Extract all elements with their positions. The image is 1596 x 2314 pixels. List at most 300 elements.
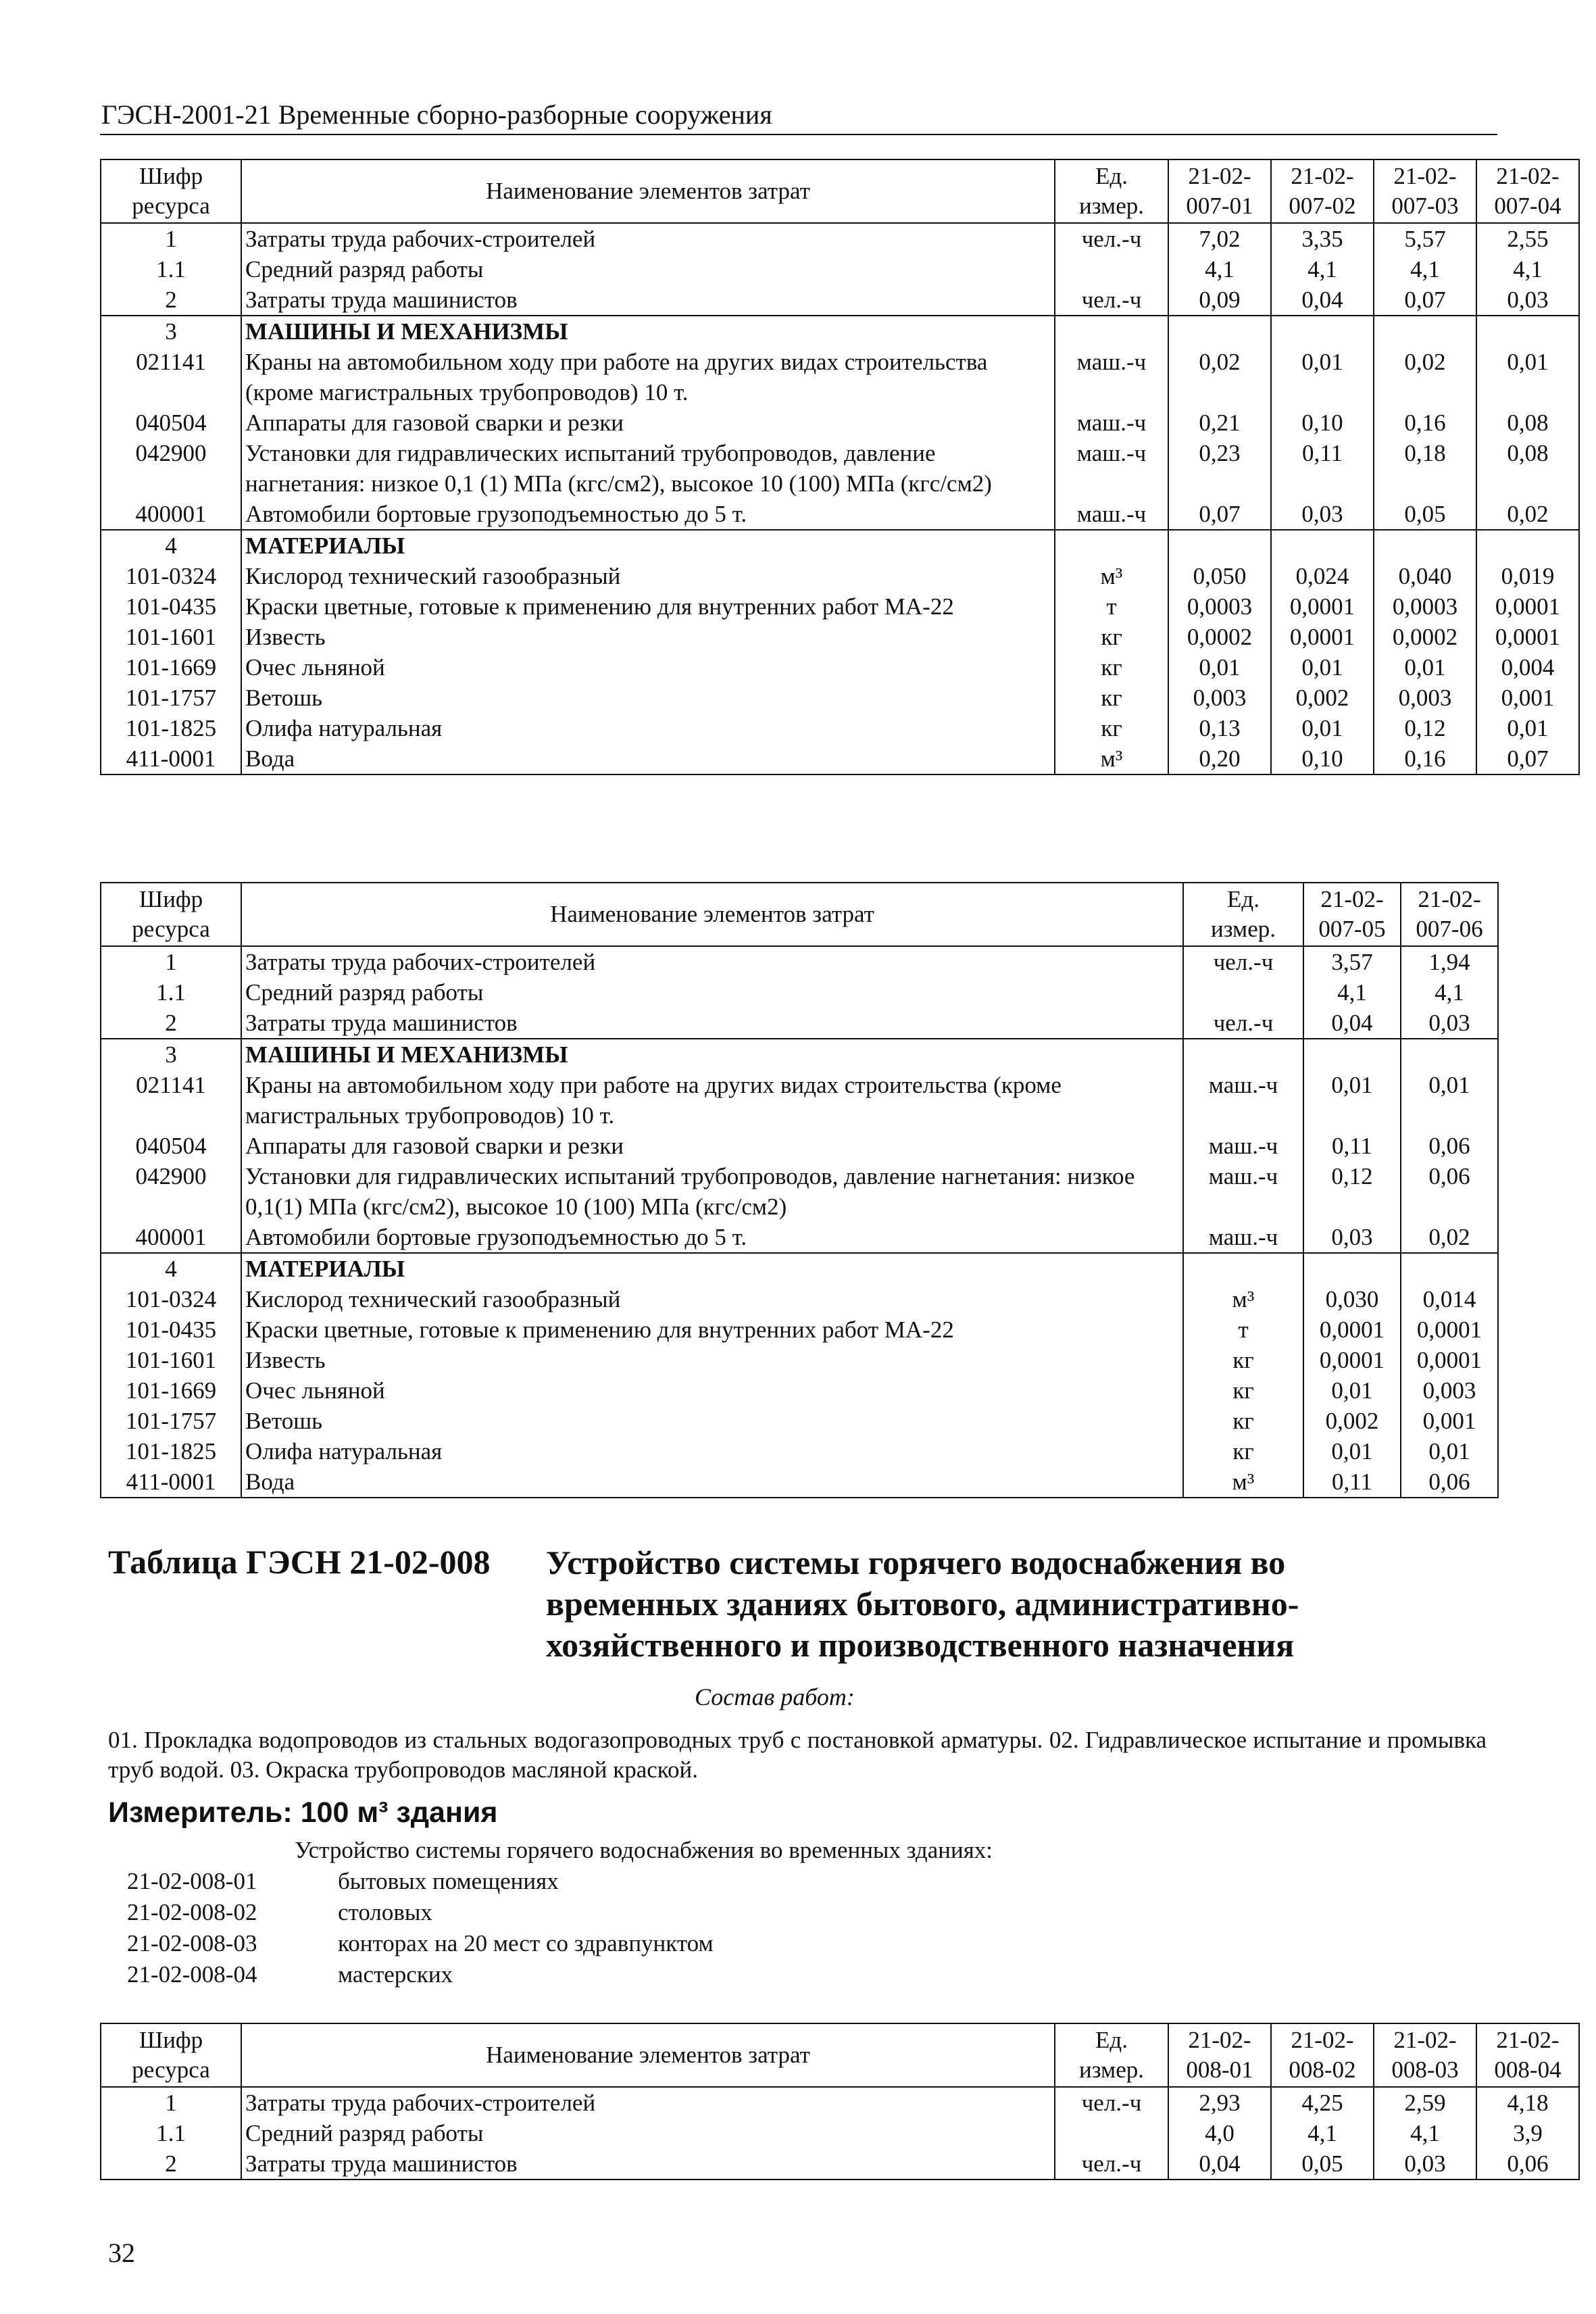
resource-code: 1 <box>101 223 241 254</box>
norm-value: 0,0001 <box>1401 1345 1498 1375</box>
table-row <box>101 1222 1498 1253</box>
cost-element-name: Краны на автомобильном ходу при работе на других видах строительства (кроме магистральных трубопроводов) 10 т. <box>241 1070 1183 1131</box>
table-row <box>101 254 1579 285</box>
header-resource-code-line: ресурса <box>132 916 210 942</box>
unit: кг <box>1055 622 1168 652</box>
norm-value: 4,1 <box>1476 254 1579 285</box>
unit <box>1055 254 1168 285</box>
table-row <box>101 1436 1498 1467</box>
norm-value: 0,0001 <box>1476 622 1579 652</box>
resource-code: 042900 <box>101 1161 241 1222</box>
section-title: МАТЕРИАЛЫ <box>241 530 1055 561</box>
cost-element-name: Установки для гидравлических испытаний трубопроводов, давление нагнетания: низкое 0,1(1) МПа (кгс/см2), высокое 10 (100) МПа (кгс/см2) <box>241 1161 1183 1222</box>
resource-code: 101-0324 <box>101 1284 241 1314</box>
table-row <box>101 683 1579 713</box>
resource-table-007-05-06 <box>100 882 1499 1498</box>
unit <box>1055 316 1168 347</box>
table-header-row <box>101 159 1579 223</box>
unit: м³ <box>1183 1467 1303 1498</box>
table-row <box>101 408 1579 438</box>
norm-value: 0,024 <box>1271 561 1374 591</box>
cost-element-name: Известь <box>241 1345 1183 1375</box>
norm-value: 0,12 <box>1303 1161 1401 1222</box>
cost-element-name: Ветошь <box>241 683 1055 713</box>
norm-value: 2,55 <box>1476 223 1579 254</box>
resource-table-007-01-04 <box>100 159 1580 775</box>
header-unit-line: измер. <box>1079 2057 1144 2083</box>
norm-value: 0,02 <box>1168 347 1271 408</box>
norm-value: 3,57 <box>1303 946 1401 977</box>
table-row <box>101 1345 1498 1375</box>
resource-code: 101-1601 <box>101 622 241 652</box>
table-row <box>101 977 1498 1008</box>
header-norm-code-line: 21-02- <box>1393 163 1457 189</box>
unit: кг <box>1055 652 1168 683</box>
variant-text: бытовых помещениях <box>338 1868 559 1894</box>
norm-value: 0,04 <box>1303 1008 1401 1039</box>
norm-value: 0,004 <box>1476 652 1579 683</box>
resource-code: 411-0001 <box>101 743 241 774</box>
norm-value: 0,0002 <box>1168 622 1271 652</box>
unit <box>1055 2118 1168 2148</box>
norm-value: 0,050 <box>1168 561 1271 591</box>
variant-text: мастерских <box>338 1961 453 1988</box>
unit: м³ <box>1183 1284 1303 1314</box>
header-resource-code-line: Шифр <box>139 2027 203 2053</box>
norm-value: 0,07 <box>1476 743 1579 774</box>
cost-element-name: Затраты труда рабочих-строителей <box>241 946 1183 977</box>
table-row <box>101 2148 1579 2180</box>
cost-element-name: Автомобили бортовые грузоподъемностью до 5 т. <box>241 499 1055 530</box>
norm-value: 7,02 <box>1168 223 1271 254</box>
norm-value: 0,002 <box>1303 1406 1401 1436</box>
norm-value: 0,04 <box>1271 285 1374 316</box>
work-composition-heading: Состав работ: <box>695 1683 855 1710</box>
resource-code: 101-1669 <box>101 1375 241 1406</box>
resource-code: 101-1825 <box>101 713 241 743</box>
resource-code: 1 <box>101 2087 241 2118</box>
table-title: Устройство системы горячего водоснабжения во временных зданиях бытового, административно-хозяйственного и производственного назначения <box>546 1544 1299 1664</box>
norm-value <box>1374 530 1476 561</box>
variant-code: 21-02-008-01 <box>127 1868 257 1894</box>
resource-code: 040504 <box>101 408 241 438</box>
header-norm-code-line: 21-02- <box>1188 2027 1251 2053</box>
variant-item <box>127 1868 559 1895</box>
norm-value: 0,0001 <box>1271 591 1374 622</box>
unit: маш.-ч <box>1183 1070 1303 1131</box>
resource-code: 040504 <box>101 1131 241 1161</box>
norm-value: 0,16 <box>1374 743 1476 774</box>
table-row <box>101 223 1579 254</box>
norm-value: 2,59 <box>1374 2087 1476 2118</box>
cost-element-name: Средний разряд работы <box>241 2118 1055 2148</box>
resource-code: 411-0001 <box>101 1467 241 1498</box>
norm-value: 0,05 <box>1374 499 1476 530</box>
resource-code: 101-1825 <box>101 1436 241 1467</box>
header-norm-code <box>1168 2023 1271 2087</box>
header-norm-code <box>1271 159 1374 223</box>
resource-code: 2 <box>101 285 241 316</box>
resource-code: 101-0324 <box>101 561 241 591</box>
header-norm-code-line: 21-02- <box>1320 886 1384 912</box>
norm-value: 4,1 <box>1271 2118 1374 2148</box>
norm-value: 0,001 <box>1401 1406 1498 1436</box>
resource-code: 101-1757 <box>101 683 241 713</box>
header-cost-element-name: Наименование элементов затрат <box>241 159 1055 223</box>
cost-element-name: Затраты труда машинистов <box>241 285 1055 316</box>
norm-value: 0,04 <box>1168 2148 1271 2180</box>
resource-code: 042900 <box>101 438 241 499</box>
resource-code: 101-1601 <box>101 1345 241 1375</box>
unit <box>1183 977 1303 1008</box>
header-unit-line: Ед. <box>1227 886 1260 912</box>
unit: кг <box>1183 1375 1303 1406</box>
measurement-unit: Измеритель: 100 м³ здания <box>108 1796 498 1829</box>
table-header-row <box>101 2023 1579 2087</box>
norm-value: 0,03 <box>1303 1222 1401 1253</box>
cost-element-name: Затраты труда машинистов <box>241 2148 1055 2180</box>
norm-value: 0,019 <box>1476 561 1579 591</box>
norm-value: 0,16 <box>1374 408 1476 438</box>
norm-value: 0,08 <box>1476 408 1579 438</box>
resource-code: 1.1 <box>101 2118 241 2148</box>
header-norm-code <box>1168 159 1271 223</box>
table-row <box>101 438 1579 499</box>
unit: маш.-ч <box>1183 1161 1303 1222</box>
norm-value: 0,13 <box>1168 713 1271 743</box>
table-row <box>101 743 1579 774</box>
header-norm-code-line: 21-02- <box>1291 2027 1354 2053</box>
norm-value: 0,02 <box>1374 347 1476 408</box>
table-row <box>101 499 1579 530</box>
resource-table-008-01-04 <box>100 2023 1580 2180</box>
table-row <box>101 1467 1498 1498</box>
cost-element-name: Олифа натуральная <box>241 713 1055 743</box>
resource-code: 101-0435 <box>101 1314 241 1345</box>
norm-value: 0,030 <box>1303 1284 1401 1314</box>
table-row <box>101 622 1579 652</box>
section-title: МАШИНЫ И МЕХАНИЗМЫ <box>241 1039 1183 1070</box>
resource-code: 1.1 <box>101 254 241 285</box>
unit: т <box>1183 1314 1303 1345</box>
unit <box>1183 1253 1303 1284</box>
unit: чел.-ч <box>1055 285 1168 316</box>
norm-value: 0,02 <box>1476 499 1579 530</box>
norm-value: 0,21 <box>1168 408 1271 438</box>
norm-value: 0,18 <box>1374 438 1476 499</box>
header-norm-code-line: 007-03 <box>1391 193 1459 219</box>
unit <box>1055 530 1168 561</box>
norm-value: 0,01 <box>1401 1070 1498 1131</box>
norm-value: 0,0003 <box>1168 591 1271 622</box>
header-resource-code-line: Шифр <box>139 886 203 912</box>
section-title: МАШИНЫ И МЕХАНИЗМЫ <box>241 316 1055 347</box>
table-row <box>101 1406 1498 1436</box>
resource-code: 3 <box>101 1039 241 1070</box>
norm-value <box>1303 1253 1401 1284</box>
norm-value: 0,02 <box>1401 1222 1498 1253</box>
cost-element-name: Краски цветные, готовые к применению для внутренних работ МА-22 <box>241 591 1055 622</box>
cost-element-name: Установки для гидравлических испытаний трубопроводов, давление нагнетания: низкое 0,1 (1) МПа (кгс/см2), высокое 10 (100) МПа (кгс/см2) <box>241 438 1055 499</box>
norm-value: 0,03 <box>1374 2148 1476 2180</box>
header-cost-element-name: Наименование элементов затрат <box>241 2023 1055 2087</box>
norm-value: 0,01 <box>1303 1070 1401 1131</box>
header-unit-line: Ед. <box>1095 2027 1128 2053</box>
variant-text: конторах на 20 мест со здравпунктом <box>338 1930 714 1956</box>
unit: маш.-ч <box>1055 408 1168 438</box>
resource-code: 021141 <box>101 1070 241 1131</box>
unit: чел.-ч <box>1055 223 1168 254</box>
table-label: Таблица ГЭСН 21-02-008 <box>108 1543 491 1581</box>
resource-code: 101-0435 <box>101 591 241 622</box>
cost-element-name: Кислород технический газообразный <box>241 1284 1183 1314</box>
header-norm-code-line: 008-04 <box>1494 2057 1562 2083</box>
resource-code: 1 <box>101 946 241 977</box>
resource-code: 400001 <box>101 1222 241 1253</box>
norm-value <box>1271 530 1374 561</box>
norm-value: 0,07 <box>1374 285 1476 316</box>
table-header-row <box>101 883 1498 946</box>
table-row <box>101 347 1579 408</box>
norm-value <box>1271 316 1374 347</box>
norm-value: 0,0001 <box>1271 622 1374 652</box>
norm-value: 0,001 <box>1476 683 1579 713</box>
norm-value: 0,0003 <box>1374 591 1476 622</box>
cost-element-name: Известь <box>241 622 1055 652</box>
norm-value: 0,01 <box>1271 713 1374 743</box>
cost-element-name: Затраты труда рабочих-строителей <box>241 2087 1055 2118</box>
variants-intro: Устройство системы горячего водоснабжения во временных зданиях: <box>295 1837 993 1863</box>
header-norm-code <box>1401 883 1498 946</box>
variant-item <box>127 1961 453 1988</box>
resource-code: 101-1669 <box>101 652 241 683</box>
norm-value <box>1168 316 1271 347</box>
resource-code: 021141 <box>101 347 241 408</box>
unit: чел.-ч <box>1183 1008 1303 1039</box>
table-row <box>101 652 1579 683</box>
cost-element-name: Средний разряд работы <box>241 977 1183 1008</box>
variant-code: 21-02-008-03 <box>127 1930 257 1956</box>
norm-value <box>1374 316 1476 347</box>
norm-value: 0,03 <box>1401 1008 1498 1039</box>
norm-value: 0,06 <box>1476 2148 1579 2180</box>
cost-element-name: Олифа натуральная <box>241 1436 1183 1467</box>
norm-value: 5,57 <box>1374 223 1476 254</box>
table-row <box>101 1131 1498 1161</box>
table-row <box>101 2087 1579 2118</box>
table-row <box>101 1161 1498 1222</box>
resource-code: 2 <box>101 1008 241 1039</box>
norm-value: 0,10 <box>1271 408 1374 438</box>
norm-value: 0,06 <box>1401 1467 1498 1498</box>
resource-code: 400001 <box>101 499 241 530</box>
norm-value: 0,12 <box>1374 713 1476 743</box>
norm-value: 4,1 <box>1271 254 1374 285</box>
norm-value: 0,0001 <box>1476 591 1579 622</box>
page-number: 32 <box>108 2238 135 2268</box>
norm-value: 0,014 <box>1401 1284 1498 1314</box>
unit: кг <box>1183 1406 1303 1436</box>
unit <box>1183 1039 1303 1070</box>
header-norm-code <box>1374 2023 1476 2087</box>
norm-value: 0,0001 <box>1401 1314 1498 1345</box>
cost-element-name: Затраты труда рабочих-строителей <box>241 223 1055 254</box>
norm-value: 0,01 <box>1271 347 1374 408</box>
norm-value: 0,03 <box>1271 499 1374 530</box>
header-norm-code-line: 21-02- <box>1393 2027 1457 2053</box>
norm-value: 0,06 <box>1401 1131 1498 1161</box>
cost-element-name: Автомобили бортовые грузоподъемностью до 5 т. <box>241 1222 1183 1253</box>
norm-value: 0,01 <box>1168 652 1271 683</box>
cost-element-name: Затраты труда машинистов <box>241 1008 1183 1039</box>
unit: маш.-ч <box>1055 347 1168 408</box>
cost-element-name: Вода <box>241 743 1055 774</box>
header-resource-code-line: ресурса <box>132 2057 210 2083</box>
unit: маш.-ч <box>1183 1222 1303 1253</box>
table-row <box>101 2118 1579 2148</box>
norm-value: 4,1 <box>1401 977 1498 1008</box>
header-norm-code-line: 008-03 <box>1391 2057 1459 2083</box>
norm-value: 4,0 <box>1168 2118 1271 2148</box>
norm-value: 4,1 <box>1168 254 1271 285</box>
norm-value: 0,003 <box>1374 683 1476 713</box>
norm-value: 4,1 <box>1374 2118 1476 2148</box>
norm-value: 0,002 <box>1271 683 1374 713</box>
table-row <box>101 591 1579 622</box>
header-norm-code <box>1476 159 1579 223</box>
variant-text: столовых <box>338 1899 432 1925</box>
norm-value: 4,1 <box>1374 254 1476 285</box>
table-row <box>101 1284 1498 1314</box>
unit: м³ <box>1055 743 1168 774</box>
header-resource-code-line: Шифр <box>139 163 203 189</box>
norm-value: 0,01 <box>1476 713 1579 743</box>
variant-code: 21-02-008-02 <box>127 1899 257 1925</box>
header-rule <box>100 134 1497 135</box>
table-row <box>101 1008 1498 1039</box>
norm-value: 0,09 <box>1168 285 1271 316</box>
cost-element-name: Ветошь <box>241 1406 1183 1436</box>
norm-value: 1,94 <box>1401 946 1498 977</box>
cost-element-name: Средний разряд работы <box>241 254 1055 285</box>
header-norm-code-line: 21-02- <box>1291 163 1354 189</box>
variant-code: 21-02-008-04 <box>127 1961 257 1988</box>
header-unit-line: Ед. <box>1095 163 1128 189</box>
cost-element-name: Аппараты для газовой сварки и резки <box>241 408 1055 438</box>
resource-code: 2 <box>101 2148 241 2180</box>
norm-value: 0,0002 <box>1374 622 1476 652</box>
work-composition-text: 01. Прокладка водопроводов из стальных водогазопроводных труб с постановкой арматуры. 02. Гидравлическое испытание и промывка труб водой. 03. Окраска трубопроводов масляной краской. <box>108 1727 1487 1783</box>
resource-code: 4 <box>101 530 241 561</box>
norm-value <box>1168 530 1271 561</box>
unit: кг <box>1055 683 1168 713</box>
norm-value <box>1401 1253 1498 1284</box>
norm-value: 0,01 <box>1303 1436 1401 1467</box>
header-norm-code <box>1271 2023 1374 2087</box>
resource-code: 1.1 <box>101 977 241 1008</box>
unit: маш.-ч <box>1055 438 1168 499</box>
table-row <box>101 1070 1498 1131</box>
header-cost-element-name: Наименование элементов затрат <box>241 883 1183 946</box>
norm-value: 0,01 <box>1303 1375 1401 1406</box>
norm-value: 0,05 <box>1271 2148 1374 2180</box>
norm-value: 2,93 <box>1168 2087 1271 2118</box>
norm-value: 4,25 <box>1271 2087 1374 2118</box>
norm-value: 0,01 <box>1401 1436 1498 1467</box>
header-norm-code-line: 007-02 <box>1289 193 1356 219</box>
header-norm-code <box>1476 2023 1579 2087</box>
norm-value: 0,0001 <box>1303 1314 1401 1345</box>
table-row <box>101 713 1579 743</box>
norm-value: 0,003 <box>1401 1375 1498 1406</box>
variant-item <box>127 1899 432 1926</box>
header-norm-code-line: 21-02- <box>1188 163 1251 189</box>
cost-element-name: Краски цветные, готовые к применению для внутренних работ МА-22 <box>241 1314 1183 1345</box>
table-row <box>101 285 1579 316</box>
header-norm-code <box>1374 159 1476 223</box>
unit: кг <box>1183 1345 1303 1375</box>
norm-value: 0,01 <box>1271 652 1374 683</box>
header-norm-code-line: 007-05 <box>1318 916 1386 942</box>
unit: кг <box>1183 1436 1303 1467</box>
header-unit-line: измер. <box>1079 193 1144 219</box>
header-norm-code-line: 21-02- <box>1418 886 1481 912</box>
header-resource-code <box>101 883 241 946</box>
running-header: ГЭСН-2001-21 Временные сборно-разборные сооружения <box>101 99 772 130</box>
header-unit <box>1183 883 1303 946</box>
norm-value: 0,20 <box>1168 743 1271 774</box>
cost-element-name: Кислород технический газообразный <box>241 561 1055 591</box>
table-section-row <box>101 1039 1498 1070</box>
table-section-row <box>101 316 1579 347</box>
norm-value: 4,1 <box>1303 977 1401 1008</box>
table-row <box>101 1314 1498 1345</box>
norm-value <box>1476 530 1579 561</box>
unit: чел.-ч <box>1183 946 1303 977</box>
norm-value: 0,11 <box>1303 1131 1401 1161</box>
unit: т <box>1055 591 1168 622</box>
norm-value: 0,06 <box>1401 1161 1498 1222</box>
header-norm-code-line: 008-01 <box>1186 2057 1253 2083</box>
header-norm-code-line: 008-02 <box>1289 2057 1356 2083</box>
resource-code: 4 <box>101 1253 241 1284</box>
cost-element-name: Очес льняной <box>241 1375 1183 1406</box>
norm-value: 3,35 <box>1271 223 1374 254</box>
header-norm-code-line: 21-02- <box>1496 163 1560 189</box>
header-norm-code-line: 007-06 <box>1416 916 1483 942</box>
unit: маш.-ч <box>1055 499 1168 530</box>
norm-value: 0,08 <box>1476 438 1579 499</box>
norm-value <box>1476 316 1579 347</box>
table-section-row <box>101 1253 1498 1284</box>
norm-value: 0,03 <box>1476 285 1579 316</box>
cost-element-name: Аппараты для газовой сварки и резки <box>241 1131 1183 1161</box>
norm-value: 0,01 <box>1374 652 1476 683</box>
norm-value <box>1401 1039 1498 1070</box>
table-row <box>101 946 1498 977</box>
cost-element-name: Очес льняной <box>241 652 1055 683</box>
header-unit-line: измер. <box>1211 916 1276 942</box>
resource-code: 3 <box>101 316 241 347</box>
unit: маш.-ч <box>1183 1131 1303 1161</box>
unit: м³ <box>1055 561 1168 591</box>
resource-code: 101-1757 <box>101 1406 241 1436</box>
norm-value: 0,10 <box>1271 743 1374 774</box>
cost-element-name: Краны на автомобильном ходу при работе на других видах строительства (кроме магистральных трубопроводов) 10 т. <box>241 347 1055 408</box>
cost-element-name: Вода <box>241 1467 1183 1498</box>
header-resource-code <box>101 159 241 223</box>
table-row <box>101 1375 1498 1406</box>
